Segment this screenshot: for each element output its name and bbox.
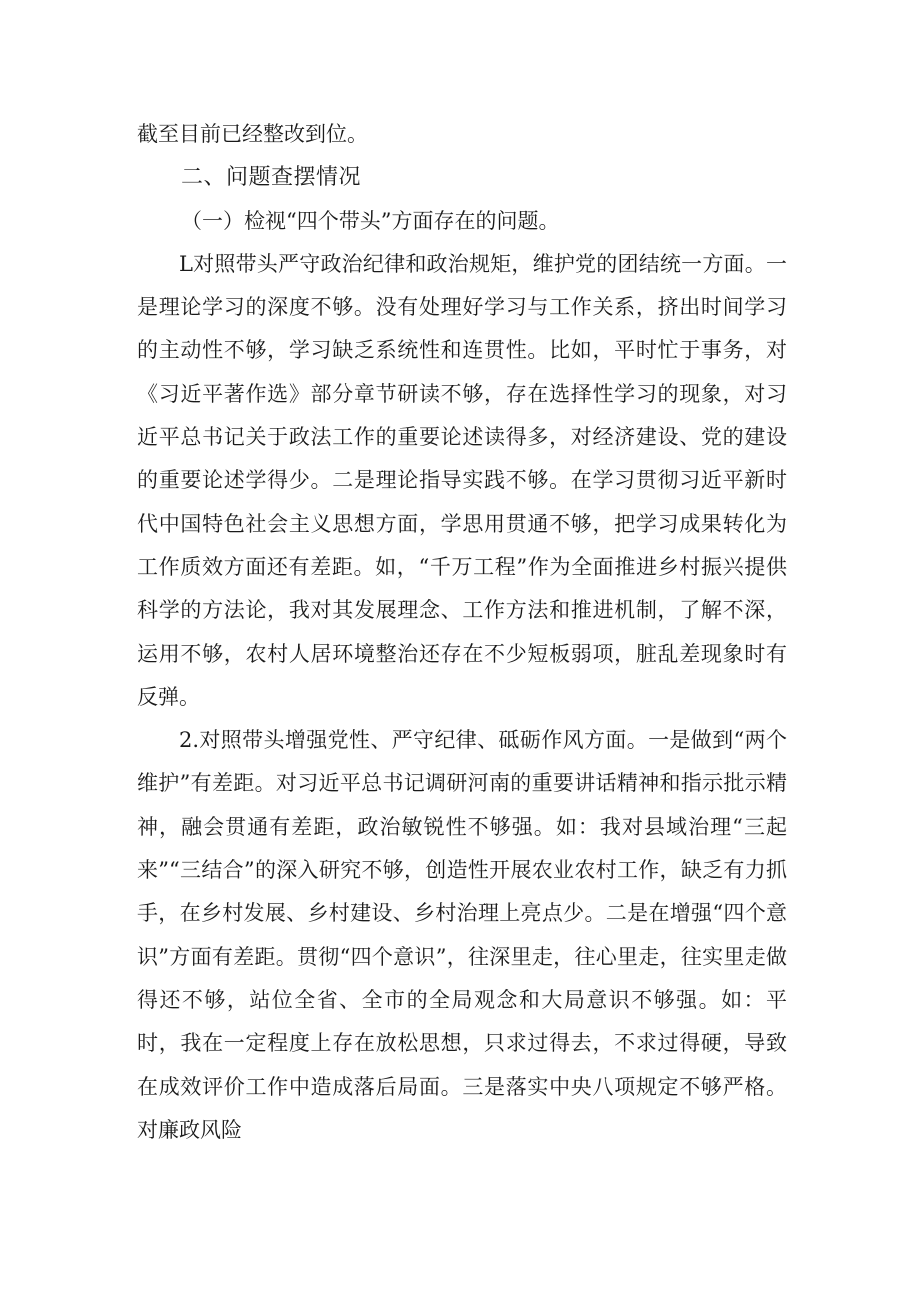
- paragraph: 2.对照带头增强党性、严守纪律、砥砺作风方面。一是做到“两个维护”有差距。对习近平总书记调研河南的重要讲话精神和指示批示精神，融会贯通有差距，政治敏锐性不够强。如：我对县域治理“三起来”“三结合”的深入研究不够，创造性开展农业农村工作，缺乏有力抓手，在乡村发展、乡村建设、乡村治理上亮点少。二是在增强“四个意识”方面有差距。贯彻“四个意识”，往深里走，往心里走，往实里走做得还不够，站位全省、全市的全局观念和大局意识不够强。如：平时，我在一定程度上存在放松思想，只求过得去，不求过得硬，导致在成效评价工作中造成落后局面。三是落实中央八项规定不够严格。对廉政风险: [137, 728, 787, 1142]
- paragraph: L对照带头严守政治纪律和政治规矩，维护党的团结统一方面。一是理论学习的深度不够。没有处理好学习与工作关系，挤出时间学习的主动性不够，学习缺乏系统性和连贯性。比如，平时忙于事务，对《习近平著作选》部分章节研读不够，存在选择性学习的现象，对习近平总书记关于政法工作的重要论述读得多，对经济建设、党的建设的重要论述学得少。二是理论指导实践不够。在学习贯彻习近平新时代中国特色社会主义思想方面，学思用贯通不够，把学习成果转化为工作质效方面还有差距。如，“千万工程”作为全面推进乡村振兴提供科学的方法论，我对其发展理念、工作方法和推进机制，了解不深，运用不够，农村人居环境整治还存在不少短板弱项，脏乱差现象时有反弹。: [137, 251, 787, 709]
- document-body: [137, 113, 787, 1152]
- lead-text: 截至目前已经整改到位。: [137, 122, 368, 146]
- section-heading: 二、问题查摆情况: [181, 165, 362, 191]
- subsection-heading: （一）检视“四个带头”方面存在的问题。: [181, 208, 560, 233]
